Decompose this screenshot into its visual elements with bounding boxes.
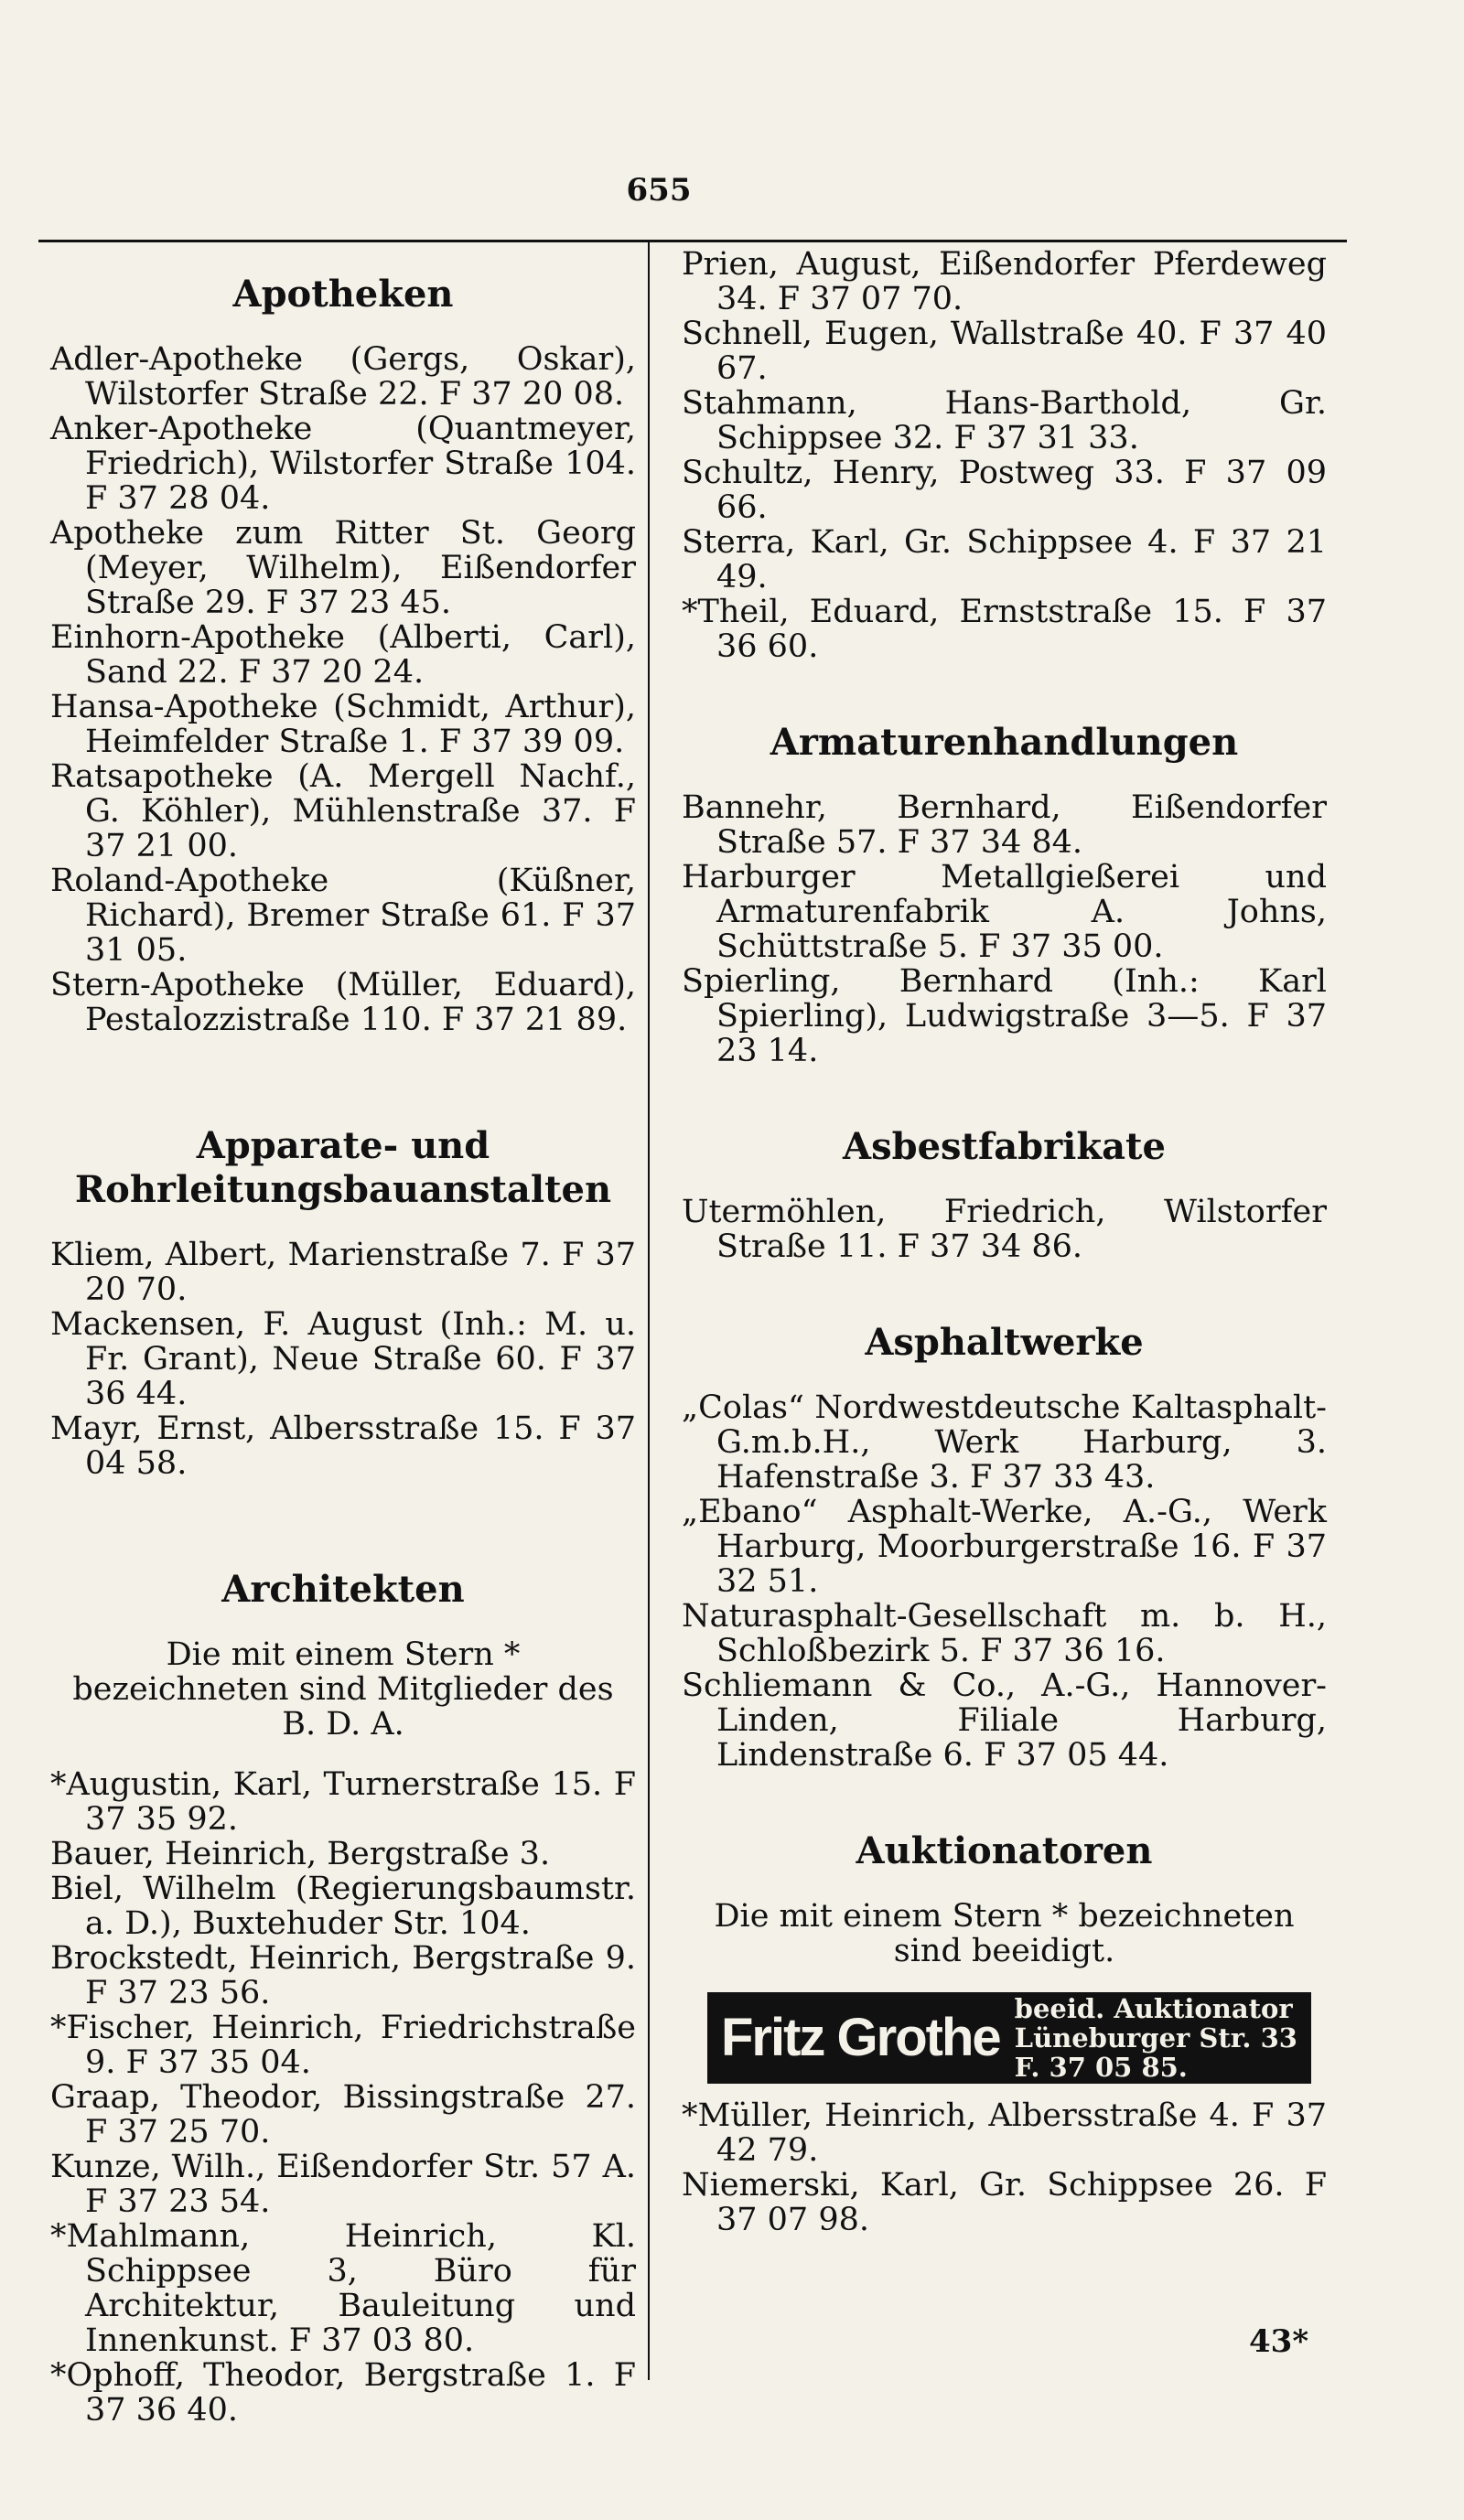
signature-mark: 43* (1249, 2323, 1309, 2360)
ad-company-name: Fritz Grothe (721, 2008, 1000, 2067)
list-item: *Fischer, Heinrich, Friedrichstraße 9. F 37 35 04. (50, 2010, 636, 2081)
ad-line: beeid. Auktionator (1014, 1993, 1293, 2024)
list-item: Hansa-Apotheke (Schmidt, Arthur), Heimfelder Straße 1. F 37 39 09. (50, 689, 636, 760)
list-item: Graap, Theodor, Bissingstraße 27. F 37 25 70. (50, 2079, 636, 2150)
list-item: Utermöhlen, Friedrich, Wilstorfer Straße 11. F 37 34 86. (682, 1194, 1327, 1265)
left-column (50, 247, 636, 2428)
list-item: Schnell, Eugen, Wallstraße 40. F 37 40 67. (682, 316, 1327, 387)
list-item: *Müller, Heinrich, Albersstraße 4. F 37 42 79. (682, 2097, 1327, 2169)
ad-line: Lüneburger Str. 33 (1014, 2022, 1297, 2054)
list-item: Schliemann & Co., A.-G., Hannover-Linden, Filiale Harburg, Lindenstraße 6. F 37 05 44. (682, 1667, 1327, 1774)
list-item: Schultz, Henry, Postweg 33. F 37 09 66. (682, 455, 1327, 526)
list-item: Stern-Apotheke (Müller, Eduard), Pestalozzistraße 110. F 37 21 89. (50, 967, 636, 1038)
list-item: Biel, Wilhelm (Regierungsbaumstr. a. D.), Buxtehuder Str. 104. (50, 1871, 636, 1942)
list-item: Niemerski, Karl, Gr. Schippsee 26. F 37 07 98. (682, 2167, 1327, 2238)
section-heading-architekten: Architekten (221, 1568, 465, 1611)
list-item: Apotheke zum Ritter St. Georg (Meyer, Wilhelm), Eißendorfer Straße 29. F 37 23 45. (50, 515, 636, 621)
list-item: Brockstedt, Heinrich, Bergstraße 9. F 37 23 56. (50, 1940, 636, 2011)
list-item: Kliem, Albert, Marienstraße 7. F 37 20 70. (50, 1237, 636, 1308)
list-item: Kunze, Wilh., Eißendorfer Str. 57 A. F 37 23 54. (50, 2149, 636, 2220)
list-item: *Augustin, Karl, Turnerstraße 15. F 37 35 92. (50, 1766, 636, 1838)
list-item: Prien, August, Eißendorfer Pferdeweg 34. F 37 07 70. (682, 246, 1327, 317)
ad-details (1015, 1994, 1297, 2082)
list-item: Harburger Metallgießerei und Armaturenfabrik A. Johns, Schüttstraße 5. F 37 35 00. (682, 859, 1327, 965)
list-item: Ratsapotheke (A. Mergell Nachf., G. Köhler), Mühlenstraße 37. F 37 21 00. (50, 758, 636, 864)
section-heading-auktionatoren: Auktionatoren (856, 1829, 1153, 1872)
section-heading-apotheken: Apotheken (232, 273, 454, 316)
list-item: Adler-Apotheke (Gergs, Oskar), Wilstorfer Straße 22. F 37 20 08. (50, 341, 636, 413)
ad-line: F. 37 05 85. (1014, 2052, 1188, 2083)
list-item: Naturasphalt-Gesellschaft m. b. H., Schloßbezirk 5. F 37 36 16. (682, 1598, 1327, 1669)
list-item: Spierling, Bernhard (Inh.: Karl Spierling), Ludwigstraße 3—5. F 37 23 14. (682, 963, 1327, 1069)
page-number: 655 (626, 172, 692, 209)
section-heading-asphaltwerke: Asphaltwerke (865, 1321, 1144, 1364)
section-note: Die mit einem Stern * bezeichneten sind beeidigt. (714, 1898, 1295, 1969)
list-item: *Mahlmann, Heinrich, Kl. Schippsee 3, Büro für Architektur, Bauleitung und Innenkunst. F 37 03 80. (50, 2218, 636, 2359)
column-divider (648, 240, 650, 2380)
list-item: „Ebano“ Asphalt-Werke, A.-G., Werk Harburg, Moorburgerstraße 16. F 37 32 51. (682, 1494, 1327, 1600)
list-item: Roland-Apotheke (Küßner, Richard), Bremer Straße 61. F 37 31 05. (50, 863, 636, 969)
list-item: Bauer, Heinrich, Bergstraße 3. (50, 1836, 551, 1872)
header-rule (38, 240, 1347, 242)
list-item: „Colas“ Nordwestdeutsche Kaltasphalt-G.m.b.H., Werk Harburg, 3. Hafenstraße 3. F 37 33 43. (682, 1389, 1327, 1496)
list-item: Sterra, Karl, Gr. Schippsee 4. F 37 21 49. (682, 524, 1327, 595)
right-column (682, 247, 1327, 2237)
list-item: Stahmann, Hans-Barthold, Gr. Schippsee 32. F 37 31 33. (682, 385, 1327, 456)
section-heading-armaturenhandlungen: Armaturenhandlungen (770, 721, 1239, 764)
section-heading-asbestfabrikate: Asbestfabrikate (843, 1125, 1166, 1168)
advertisement-box (707, 1992, 1311, 2084)
section-note: Die mit einem Stern * bezeichneten sind Mitglieder des B. D. A. (72, 1636, 614, 1743)
list-item: Anker-Apotheke (Quantmeyer, Friedrich), Wilstorfer Straße 104. F 37 28 04. (50, 411, 636, 517)
list-item: Bannehr, Bernhard, Eißendorfer Straße 57. F 37 34 84. (682, 789, 1327, 861)
list-item: Mackensen, F. August (Inh.: M. u. Fr. Grant), Neue Straße 60. F 37 36 44. (50, 1306, 636, 1412)
list-item: Mayr, Ernst, Albersstraße 15. F 37 04 58. (50, 1410, 636, 1482)
list-item: *Ophoff, Theodor, Bergstraße 1. F 37 36 40. (50, 2357, 636, 2429)
list-item: *Theil, Eduard, Ernststraße 15. F 37 36 60. (682, 594, 1327, 665)
section-heading-apparate: Apparate- und Rohrleitungsbauanstalten (74, 1124, 612, 1211)
list-item: Einhorn-Apotheke (Alberti, Carl), Sand 22. F 37 20 24. (50, 619, 636, 691)
